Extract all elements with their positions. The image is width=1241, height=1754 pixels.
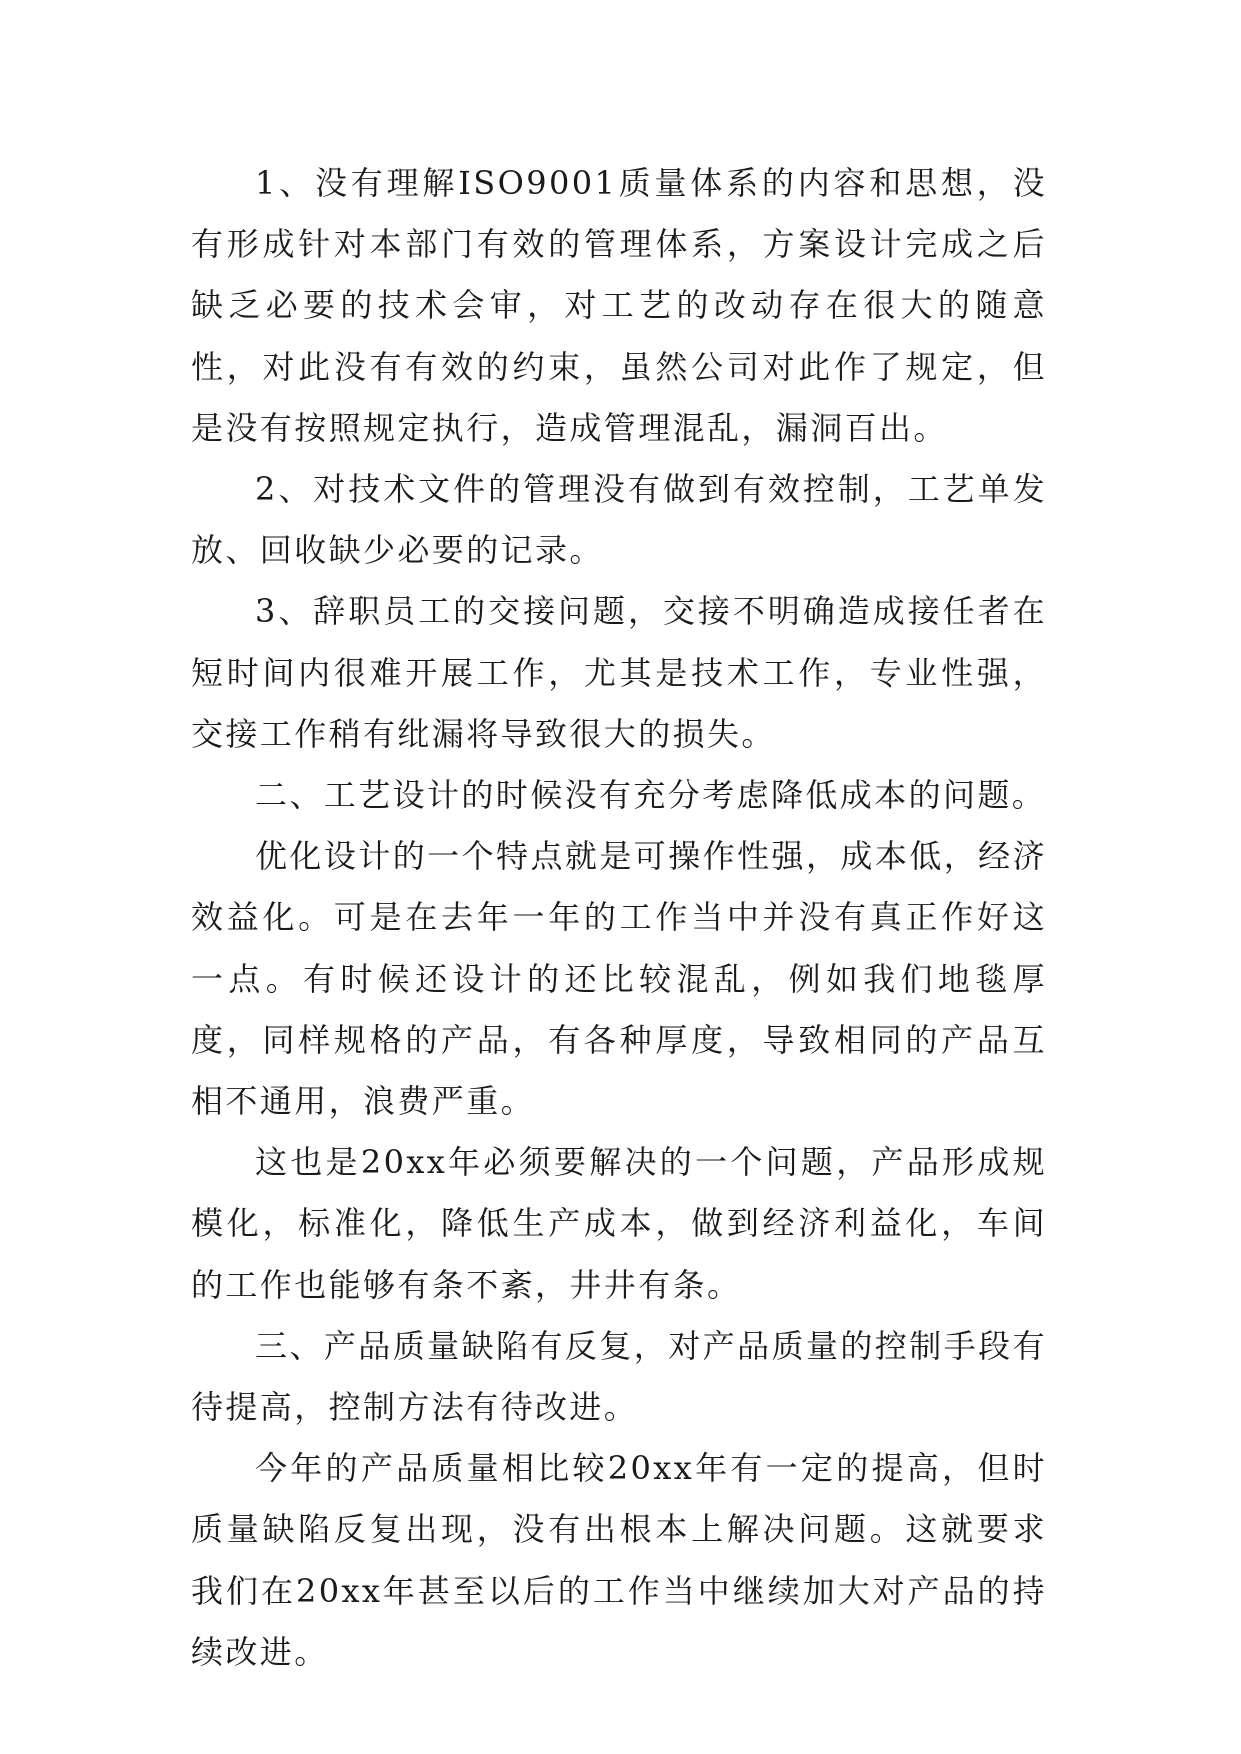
paragraph-6: 今年的产品质量相比较20xx年有一定的提高，但时质量缺陷反复出现，没有出根本上解决问题。这就要求我们在20xx年甚至以后的工作当中继续加大对产品的持续改进。 bbox=[191, 1449, 1047, 1671]
document-body bbox=[191, 153, 1047, 1683]
paragraph-4: 优化设计的一个特点就是可操作性强，成本低，经济效益化。可是在去年一年的工作当中并没有真正作好这一点。有时候还设计的还比较混乱，例如我们地毯厚度，同样规格的产品，有各种厚度，导致相同的产品互相不通用，浪费严重。 bbox=[191, 837, 1047, 1121]
paragraph-2: 2、对技术文件的管理没有做到有效控制，工艺单发放、回收缺少必要的记录。 bbox=[191, 470, 1047, 570]
section-heading-3: 三、产品质量缺陷有反复，对产品质量的控制手段有待提高，控制方法有待改进。 bbox=[191, 1326, 1047, 1427]
paragraph-3: 3、辞职员工的交接问题，交接不明确造成接任者在短时间内很难开展工作，尤其是技术工作，专业性强，交接工作稍有纰漏将导致很大的损失。 bbox=[191, 592, 1047, 753]
paragraph-5: 这也是20xx年必须要解决的一个问题，产品形成规模化，标准化，降低生产成本，做到经济利益化，车间的工作也能够有条不紊，井井有条。 bbox=[191, 1143, 1047, 1304]
paragraph-1: 1、没有理解ISO9001质量体系的内容和思想，没有形成针对本部门有效的管理体系，方案设计完成之后缺乏必要的技术会审，对工艺的改动存在很大的随意性，对此没有有效的约束，虽然公司对此作了规定，但是没有按照规定执行，造成管理混乱，漏洞百出。 bbox=[191, 164, 1047, 447]
section-heading-2: 二、工艺设计的时候没有充分考虑降低成本的问题。 bbox=[255, 776, 1047, 815]
